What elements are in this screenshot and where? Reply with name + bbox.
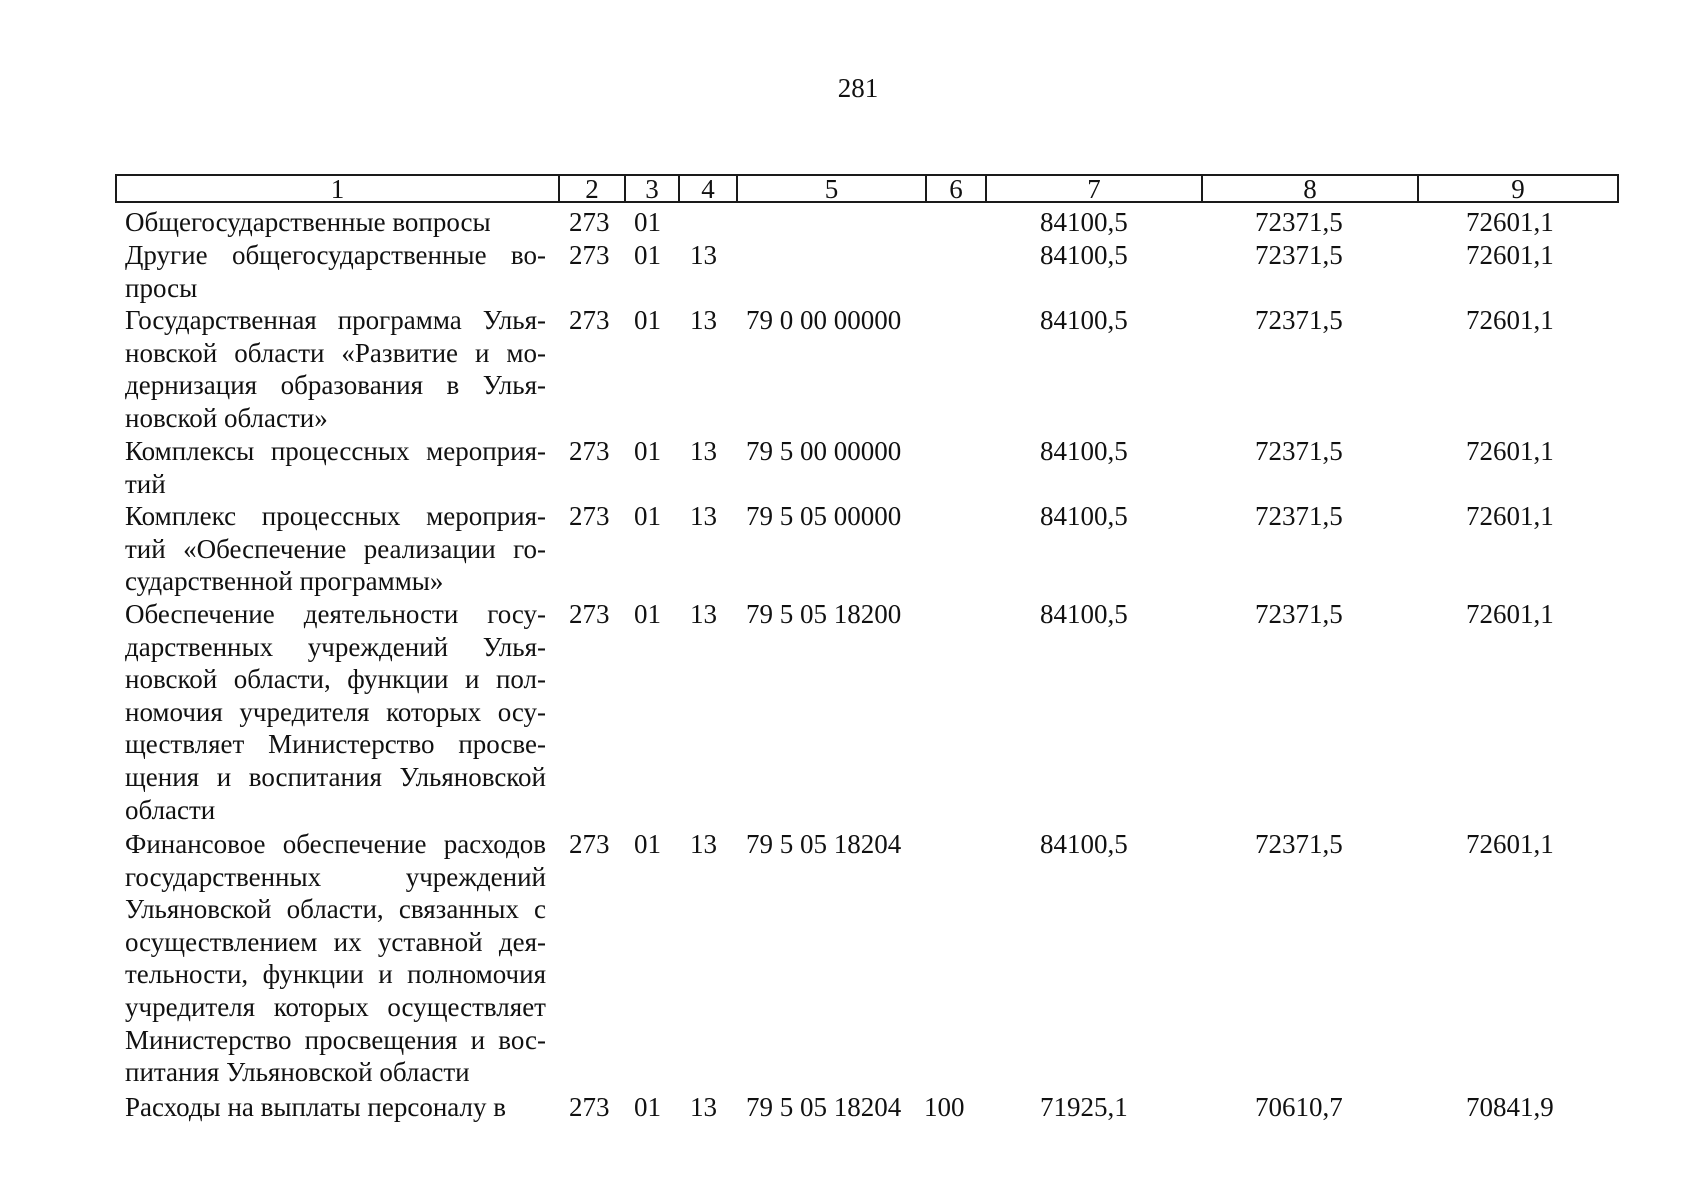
cell-c8: 70610,7: [1255, 1092, 1343, 1122]
cell-c4: 13: [690, 1092, 717, 1122]
cell-c5: 79 5 05 18204: [746, 1092, 902, 1122]
cell-c5: 79 5 00 00000: [746, 436, 902, 466]
cell-c5: 79 0 00 00000: [746, 305, 902, 335]
cell-c9: 72601,1: [1466, 501, 1554, 531]
cell-c8: 72371,5: [1255, 599, 1343, 629]
cell-c7: 84100,5: [1040, 829, 1128, 859]
cell-c9: 72601,1: [1466, 240, 1554, 270]
row-name-line: учредителя которых осуществляет: [125, 991, 546, 1022]
header-col-5: 5: [738, 176, 927, 201]
row-name-line: новской области «Развитие и мо-: [125, 337, 546, 368]
row-name-line: новской области, функции и пол-: [125, 664, 546, 695]
cell-c2: 273: [569, 829, 610, 859]
row-name-line: тельности, функции и полномочия: [125, 959, 546, 990]
row-name-line: дарственных учреждений Улья-: [125, 631, 546, 662]
cell-c8: 72371,5: [1255, 501, 1343, 531]
cell-c8: 72371,5: [1255, 240, 1343, 270]
header-col-7: 7: [987, 176, 1203, 201]
row-name-line: Государственная программа Улья-: [125, 305, 546, 335]
cell-c8: 72371,5: [1255, 305, 1343, 335]
row-name-line: ществляет Министерство просве-: [125, 729, 546, 760]
header-col-9: 9: [1511, 174, 1525, 204]
header-col-3: 3: [626, 176, 680, 201]
cell-c3: 01: [634, 599, 661, 629]
cell-c5: 79 5 05 00000: [746, 501, 902, 531]
cell-c9: 72601,1: [1466, 599, 1554, 629]
table-header: [115, 174, 1619, 203]
cell-c4: 13: [690, 305, 717, 335]
cell-c8: 72371,5: [1255, 207, 1343, 237]
cell-c4: 13: [690, 501, 717, 531]
row-name: [125, 1091, 546, 1124]
cell-c2: 273: [569, 436, 610, 466]
cell-c3: 01: [634, 207, 661, 237]
cell-c5: 79 5 05 18204: [746, 829, 902, 859]
row-name-line: Министерство просвещения и вос-: [125, 1024, 546, 1055]
cell-c2: 273: [569, 207, 610, 237]
row-name-line: Общегосударственные вопросы: [125, 207, 491, 237]
page-number: 281: [837, 73, 879, 103]
row-name: [125, 239, 546, 304]
row-name-line: Комплексы процессных мероприя-: [125, 436, 546, 466]
row-name-line: щения и воспитания Ульяновской: [125, 761, 546, 792]
cell-c2: 273: [569, 240, 610, 270]
cell-c6: 100: [924, 1092, 965, 1122]
cell-c3: 01: [634, 829, 661, 859]
row-name: [125, 435, 546, 500]
row-name-line: номочия учредителя которых осу-: [125, 696, 546, 727]
row-name-line: Расходы на выплаты персоналу в: [125, 1092, 506, 1122]
header-col-1: 1: [117, 176, 560, 201]
row-name-line: дернизация образования в Улья-: [125, 370, 546, 401]
row-name-line: Ульяновской области, связанных с: [125, 894, 546, 925]
row-name-line: новской области»: [125, 402, 328, 433]
cell-c3: 01: [634, 305, 661, 335]
cell-c7: 84100,5: [1040, 207, 1128, 237]
cell-c9: 70841,9: [1466, 1092, 1554, 1122]
cell-c4: 13: [690, 599, 717, 629]
cell-c2: 273: [569, 501, 610, 531]
cell-c8: 72371,5: [1255, 829, 1343, 859]
row-name-line: области: [125, 794, 216, 825]
row-name: [125, 828, 546, 1089]
header-col-4: 4: [680, 176, 738, 201]
cell-c3: 01: [634, 240, 661, 270]
cell-c3: 01: [634, 501, 661, 531]
header-col-2: 2: [560, 176, 626, 201]
row-name: [125, 206, 546, 239]
cell-c4: 13: [690, 240, 717, 270]
header-col-8: 8: [1203, 176, 1419, 201]
cell-c9: 72601,1: [1466, 436, 1554, 466]
cell-c7: 71925,1: [1040, 1092, 1128, 1122]
row-name-line: тий «Обеспечение реализации го-: [125, 533, 546, 564]
cell-c3: 01: [634, 436, 661, 466]
header-col-6: 6: [927, 176, 987, 201]
cell-c9: 72601,1: [1466, 305, 1554, 335]
row-name-line: просы: [125, 272, 198, 303]
cell-c2: 273: [569, 1092, 610, 1122]
cell-c5: 79 5 05 18200: [746, 599, 902, 629]
row-name-line: Финансовое обеспечение расходов: [125, 829, 546, 859]
row-name: [125, 598, 546, 826]
row-name: [125, 304, 546, 434]
row-name-line: осуществлением их уставной дея-: [125, 926, 546, 957]
row-name-line: Обеспечение деятельности госу-: [125, 599, 546, 629]
cell-c8: 72371,5: [1255, 436, 1343, 466]
cell-c7: 84100,5: [1040, 305, 1128, 335]
cell-c9: 72601,1: [1466, 829, 1554, 859]
cell-c7: 84100,5: [1040, 240, 1128, 270]
row-name: [125, 500, 546, 598]
row-name-line: Комплекс процессных мероприя-: [125, 501, 546, 531]
cell-c7: 84100,5: [1040, 436, 1128, 466]
cell-c3: 01: [634, 1092, 661, 1122]
cell-c7: 84100,5: [1040, 501, 1128, 531]
cell-c4: 13: [690, 829, 717, 859]
cell-c2: 273: [569, 305, 610, 335]
cell-c9: 72601,1: [1466, 207, 1554, 237]
row-name-line: питания Ульяновской области: [125, 1057, 470, 1088]
cell-c7: 84100,5: [1040, 599, 1128, 629]
row-name-line: сударственной программы»: [125, 566, 444, 597]
cell-c2: 273: [569, 599, 610, 629]
cell-c4: 13: [690, 436, 717, 466]
row-name-line: государственных учреждений: [125, 861, 546, 892]
row-name-line: Другие общегосударственные во-: [125, 240, 546, 270]
row-name-line: тий: [125, 468, 166, 499]
